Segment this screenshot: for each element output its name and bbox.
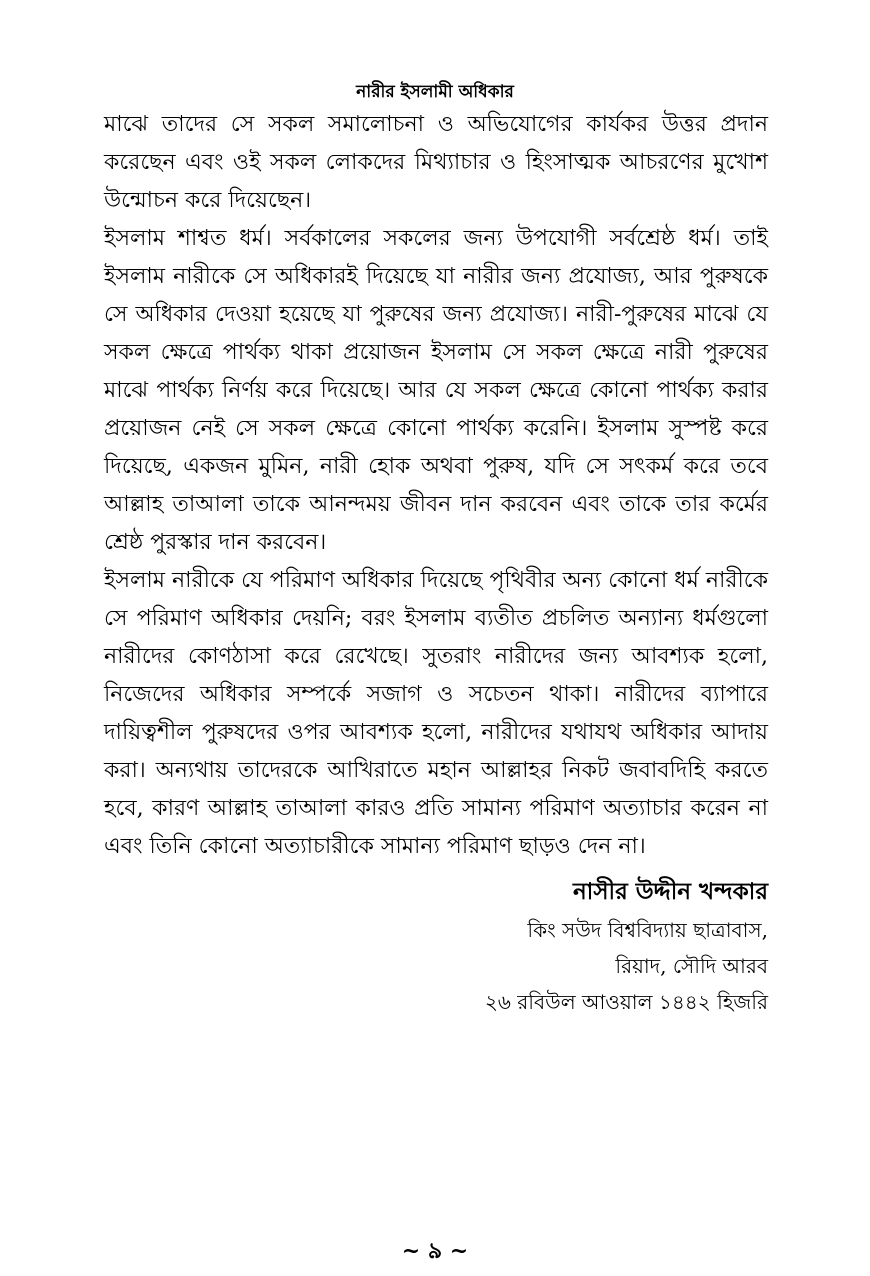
- author-location: রিয়াদ, সৌদি আরব: [615, 954, 768, 978]
- running-header: নারীর ইসলামী অধিকার: [356, 82, 514, 102]
- author-name: নাসীর উদ্দীন খন্দকার: [572, 878, 768, 905]
- body-text: [104, 106, 768, 866]
- paragraph-3: ইসলাম নারীকে যে পরিমাণ অধিকার দিয়েছে পৃথিবীর অন্য কোনো ধর্ম নারীকে সে পরিমাণ অধিকার দেয়নি; বরং ইসলাম ব্যতীত প্রচলিত অন্যান্য ধর্মগুলো নারীদের কোণঠাসা করে রেখেছে। সুতরাং নারীদের জন্য আবশ্যক হলো, নিজেদের অধিকার সম্পর্কে সজাগ ও সচেতন থাকা। নারীদের ব্যাপারে দায়িত্বশীল পুরুষদের ওপর আবশ্যক হলো, নারীদের যথাযথ অধিকার আদায় করা। অন্যথায় তাদেরকে আখিরাতে মহান আল্লাহর নিকট জবাবদিহি করতে হবে, কারণ আল্লাহ তাআলা কারও প্রতি সামান্য পরিমাণ অত্যাচার করেন না এবং তিনি কোনো অত্যাচারীকে সামান্য পরিমাণ ছাড়ও দেন না।: [104, 568, 768, 859]
- paragraph-1: মাঝে তাদের সে সকল সমালোচনা ও অভিযোগের কার্যকর উত্তর প্রদান করেছেন এবং ওই সকল লোকদের মিথ্যাচার ও হিংসাত্মক আচরণের মুখোশ উন্মোচন করে দিয়েছেন।: [104, 112, 768, 213]
- paragraph-2: ইসলাম শাশ্বত ধর্ম। সর্বকালের সকলের জন্য উপযোগী সর্বশ্রেষ্ঠ ধর্ম। তাই ইসলাম নারীকে সে অধিকারই দিয়েছে যা নারীর জন্য প্রযোজ্য, আর পুরুষকে সে অধিকার দেওয়া হয়েছে যা পুরুষের জন্য প্রযোজ্য। নারী-পুরুষের মাঝে যে সকল ক্ষেত্রে পার্থক্য থাকা প্রয়োজন ইসলাম সে সকল ক্ষেত্রে নারী পুরুষের মাঝে পার্থক্য নির্ণয় করে দিয়েছে। আর যে সকল ক্ষেত্রে কোনো পার্থক্য করার প্রয়োজন নেই সে সকল ক্ষেত্রে কোনো পার্থক্য করেনি। ইসলাম সুস্পষ্ট করে দিয়েছে, একজন মুমিন, নারী হোক অথবা পুরুষ, যদি সে সৎকর্ম করে তবে আল্লাহ তাআলা তাকে আনন্দময় জীবন দান করবেন এবং তাকে তার কর্মের শ্রেষ্ঠ পুরস্কার দান করবেন।: [104, 226, 768, 555]
- signature-block: [348, 872, 768, 1020]
- page-number: ~ ৯ ~: [401, 1238, 469, 1264]
- author-date: ২৬ রবিউল আওয়াল ১৪৪২ হিজরি: [484, 990, 768, 1014]
- author-address: কিং সউদ বিশ্ববিদ্যায় ছাত্রাবাস,: [527, 918, 768, 942]
